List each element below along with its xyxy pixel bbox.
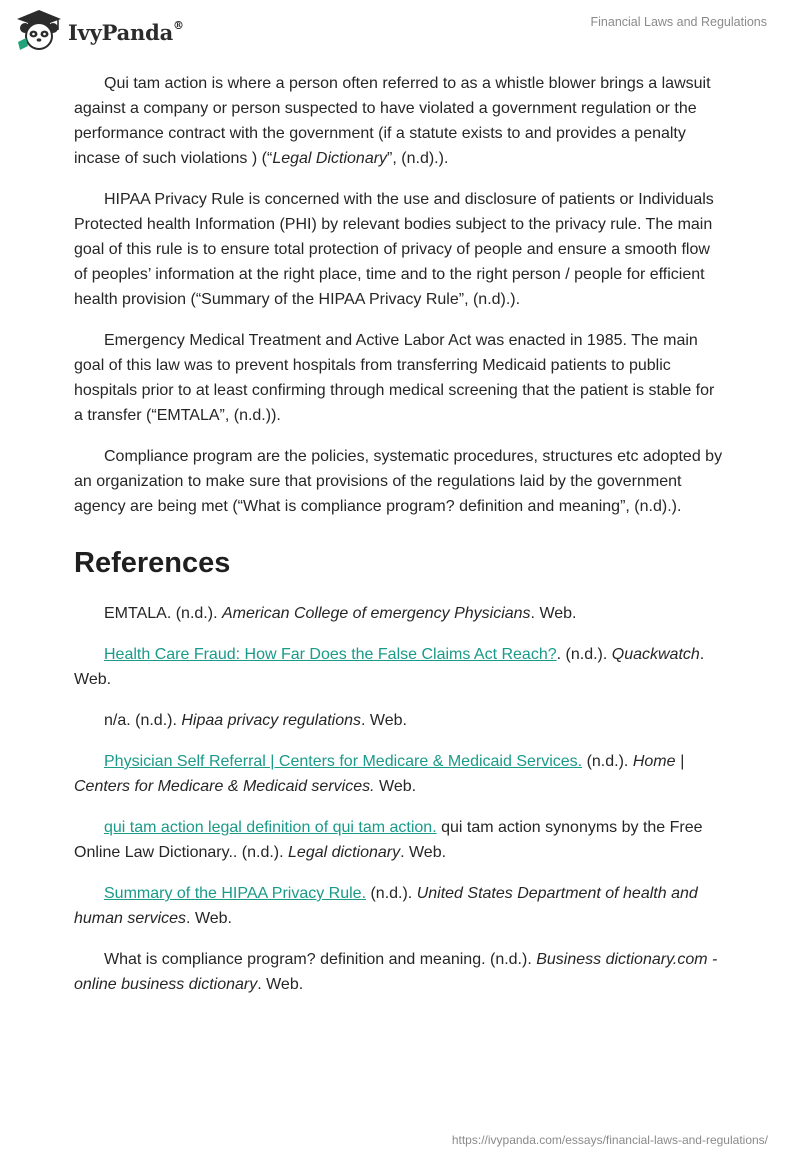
- reference-item: What is compliance program? definition and meaning. (n.d.). Business dictionary.com - online business dictionary. Web.: [74, 951, 718, 993]
- reference-link[interactable]: Health Care Fraud: How Far Does the False Claims Act Reach?: [104, 646, 557, 663]
- page-header: [0, 0, 800, 70]
- paragraph-emtala: Emergency Medical Treatment and Active Labor Act was enacted in 1985. The main goal of this law was to prevent hospitals from transferring Medicaid patients to public hospitals prior to at least confirming through medical screening that the patient is stable for a transfer (“EMTALA”, (n.d.)).: [74, 332, 715, 424]
- paragraph-hipaa: HIPAA Privacy Rule is concerned with the use and disclosure of patients or Individuals Protected health Information (PHI) by relevant bodies subject to the privacy rule. The main goal of this rule is to ensure total protection of privacy of people and ensure a smooth flow of peoples’ information at the right place, time and to the right person / people for efficient health provision (“Summary of the HIPAA Privacy Rule”, (n.d).).: [74, 191, 714, 308]
- brand-logo[interactable]: [14, 8, 184, 52]
- reference-item: EMTALA. (n.d.). American College of emergency Physicians. Web.: [104, 605, 577, 622]
- reference-item: Summary of the HIPAA Privacy Rule. (n.d.). United States Department of health and human services. Web.: [74, 885, 698, 927]
- reference-item: Physician Self Referral | Centers for Medicare & Medicaid Services. (n.d.). Home | Centers for Medicare & Medicaid services. Web.: [74, 753, 685, 795]
- brand-name: IvyPanda®: [68, 18, 184, 45]
- reference-link[interactable]: qui tam action legal definition of qui tam action.: [104, 819, 437, 836]
- reference-link[interactable]: Physician Self Referral | Centers for Medicare & Medicaid Services.: [104, 753, 583, 770]
- reference-item: qui tam action legal definition of qui tam action. qui tam action synonyms by the Free Online Law Dictionary.. (n.d.). Legal dictionary. Web.: [74, 819, 703, 861]
- panda-graduation-icon: [14, 8, 64, 52]
- document-title: Financial Laws and Regulations: [590, 15, 767, 29]
- essay-body: [74, 71, 724, 1013]
- reference-link[interactable]: Summary of the HIPAA Privacy Rule.: [104, 885, 367, 902]
- registered-mark: ®: [173, 18, 184, 32]
- reference-item: Health Care Fraud: How Far Does the False Claims Act Reach?. (n.d.). Quackwatch. Web.: [74, 646, 705, 688]
- paragraph-compliance: Compliance program are the policies, systematic procedures, structures etc adopted by an organization to make sure that provisions of the regulations laid by the government agency are being met (“What is compliance program? definition and meaning”, (n.d).).: [74, 448, 723, 515]
- paragraph-qui-tam: Qui tam action is where a person often referred to as a whistle blower brings a lawsuit against a company or person suspected to have violated a government regulation or the performance contract with the government (if a statute exists to and provides a penalty incase of such violations ) (“Legal Dictionary”, (n.d).).: [74, 75, 711, 167]
- footer-url[interactable]: https://ivypanda.com/essays/financial-laws-and-regulations/: [451, 1133, 768, 1147]
- references-heading: References: [74, 547, 231, 579]
- reference-item: n/a. (n.d.). Hipaa privacy regulations. Web.: [104, 712, 407, 729]
